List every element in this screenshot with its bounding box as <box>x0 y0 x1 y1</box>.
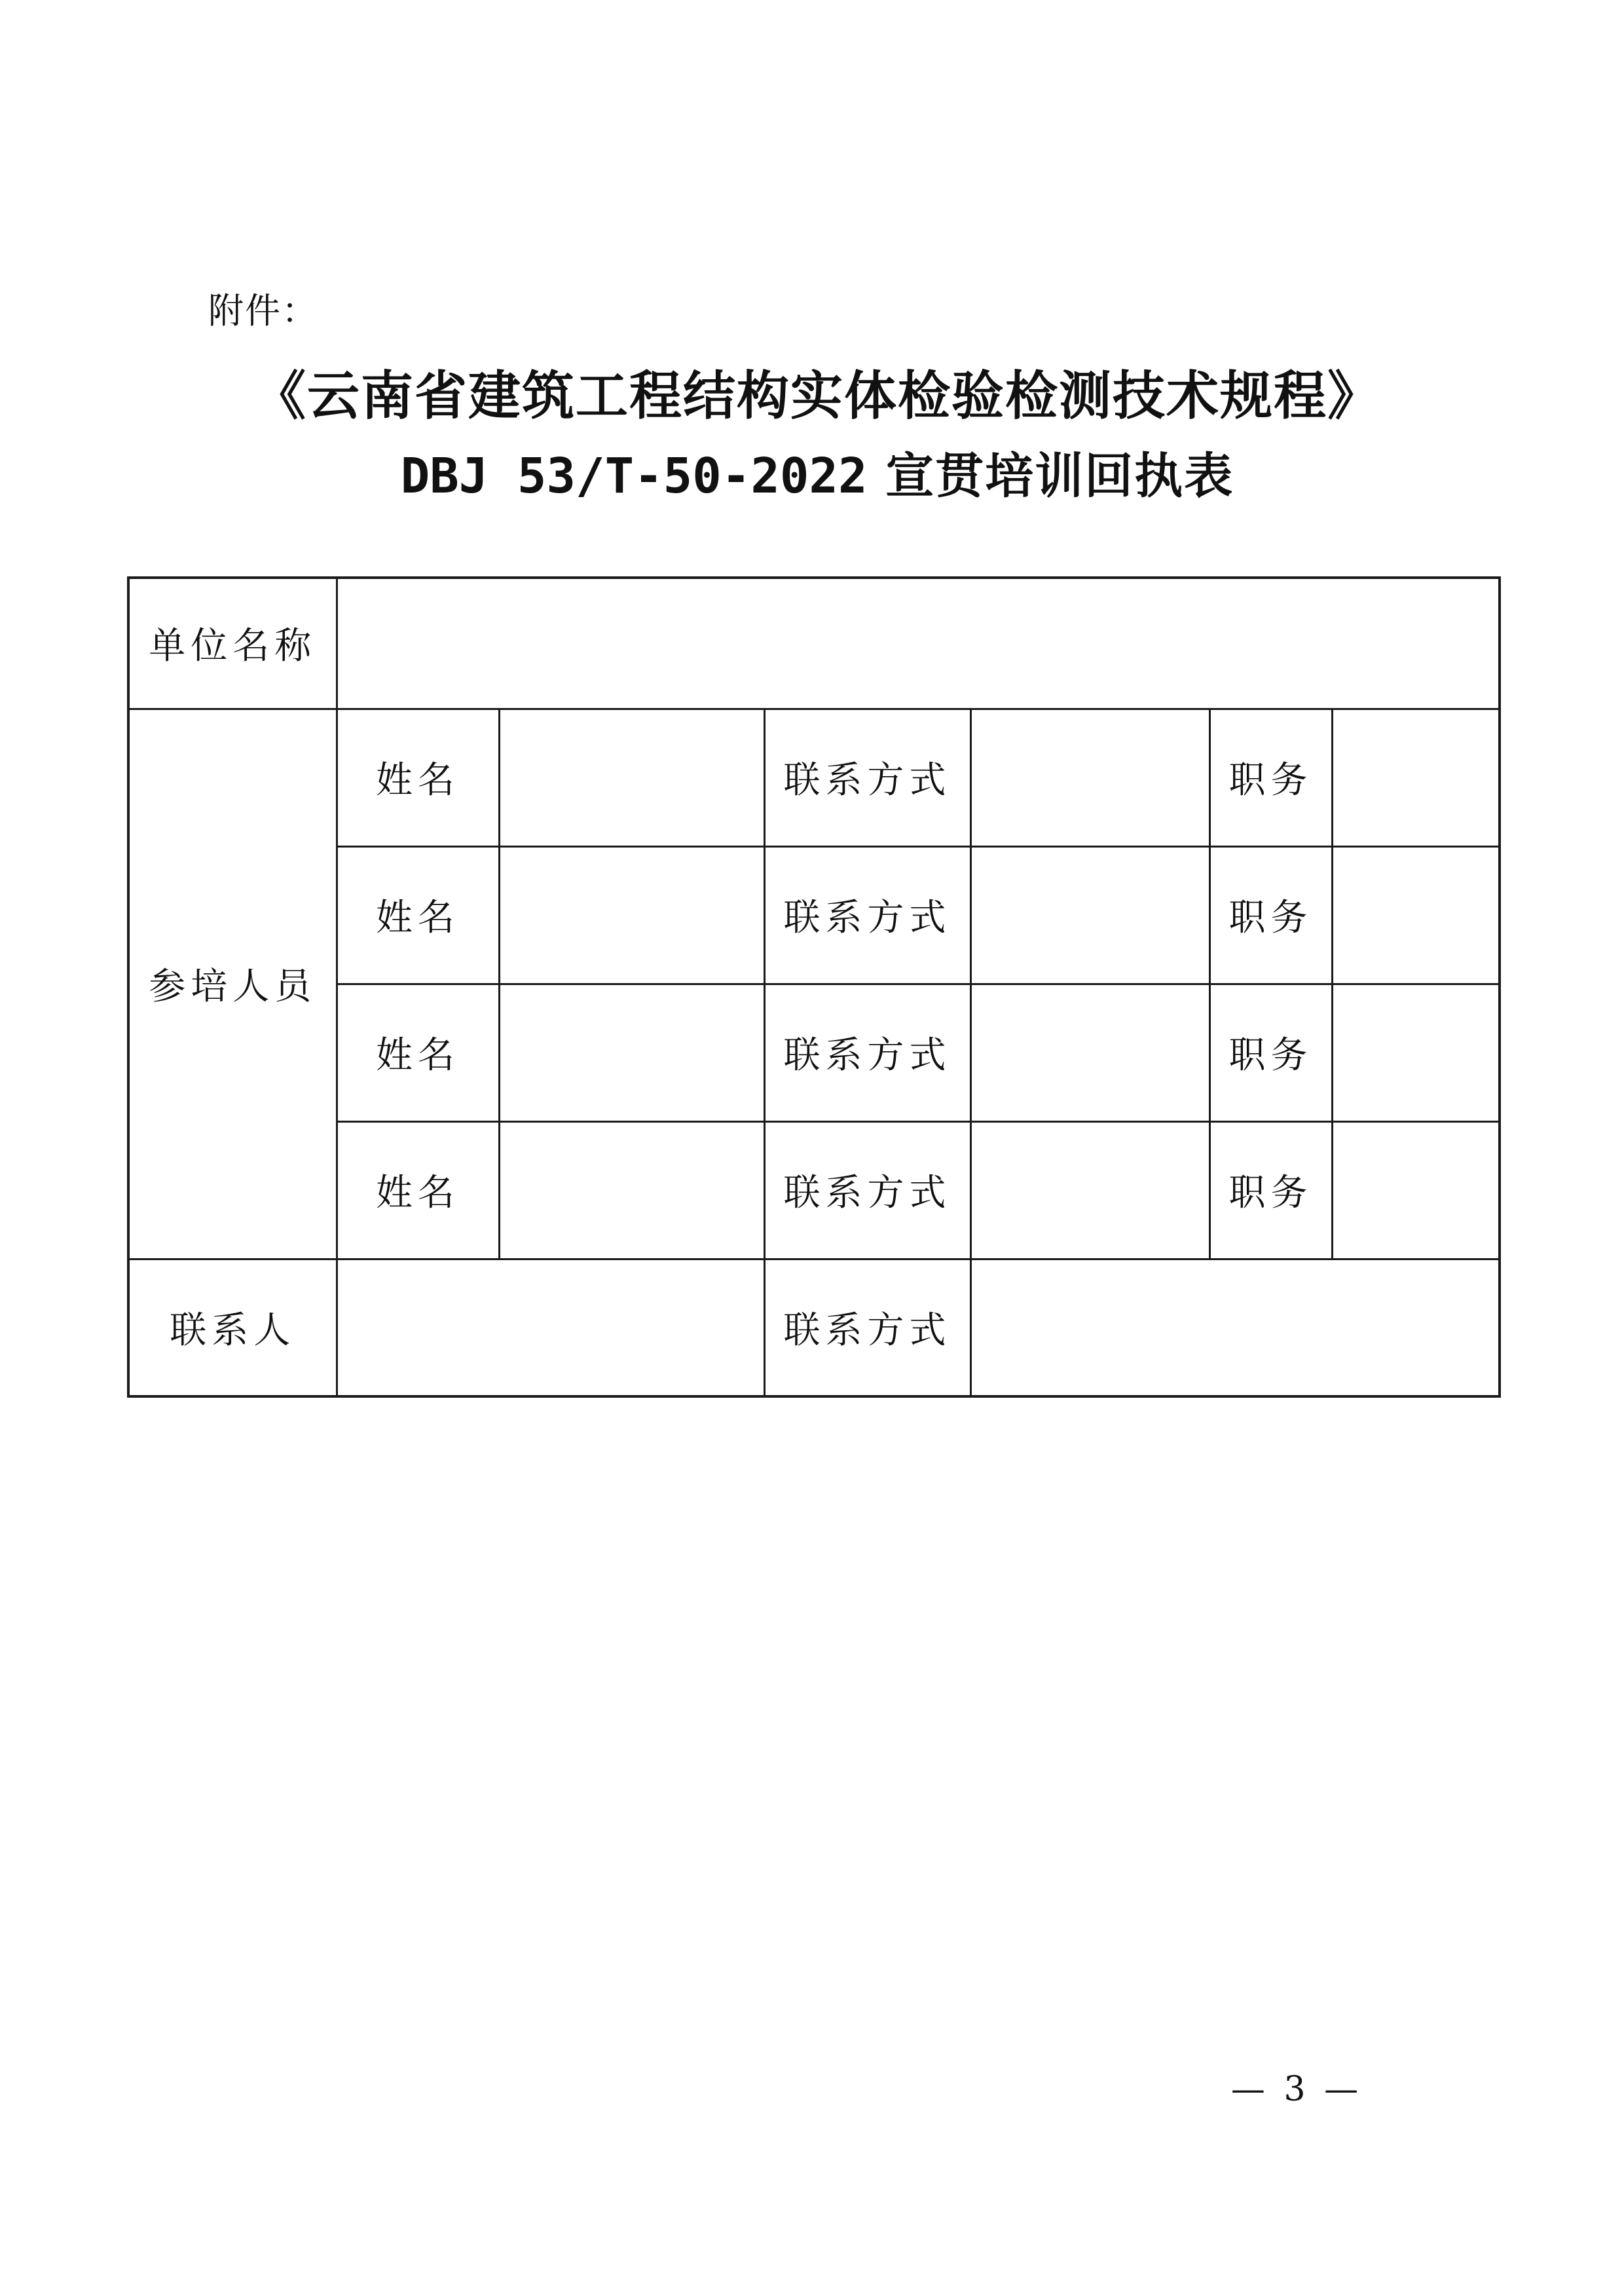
participant-contact-label: 联系方式 <box>764 709 970 846</box>
participant-name-label: 姓名 <box>337 1121 499 1259</box>
participant-position-label: 职务 <box>1209 984 1332 1121</box>
participant-contact-field[interactable] <box>970 984 1209 1121</box>
contact-person-field[interactable] <box>337 1259 764 1396</box>
contact-method-label: 联系方式 <box>764 1259 970 1396</box>
participant-position-label: 职务 <box>1209 846 1332 984</box>
subtitle-text: 宣贯培训回执表 <box>885 448 1234 504</box>
page-number: — 3 — <box>1230 2070 1363 2109</box>
participant-name-field[interactable] <box>499 1121 764 1259</box>
participants-label: 参培人员 <box>128 709 337 1259</box>
participant-position-field[interactable] <box>1332 846 1500 984</box>
participant-position-label: 职务 <box>1209 1121 1332 1259</box>
participant-name-label: 姓名 <box>337 984 499 1121</box>
participant-contact-field[interactable] <box>970 846 1209 984</box>
standard-code: DBJ 53/T-50-2022 <box>400 448 868 504</box>
participant-contact-label: 联系方式 <box>764 1121 970 1259</box>
participant-position-field[interactable] <box>1332 709 1500 846</box>
participant-position-field[interactable] <box>1332 984 1500 1121</box>
participant-contact-label: 联系方式 <box>764 984 970 1121</box>
participant-name-field[interactable] <box>499 709 764 846</box>
participant-contact-label: 联系方式 <box>764 846 970 984</box>
unit-name-field[interactable] <box>337 578 1500 709</box>
unit-name-row <box>128 578 1500 709</box>
participant-name-label: 姓名 <box>337 846 499 984</box>
participant-position-label: 职务 <box>1209 709 1332 846</box>
participant-name-label: 姓名 <box>337 709 499 846</box>
participant-row <box>128 709 1500 846</box>
participant-position-field[interactable] <box>1332 1121 1500 1259</box>
participant-contact-field[interactable] <box>970 709 1209 846</box>
participant-contact-field[interactable] <box>970 1121 1209 1259</box>
participant-name-field[interactable] <box>499 846 764 984</box>
contact-method-field[interactable] <box>970 1259 1500 1396</box>
unit-name-label: 单位名称 <box>128 578 337 709</box>
document-title: 《云南省建筑工程结构实体检验检测技术规程》 <box>253 365 1381 426</box>
contact-person-row <box>128 1259 1500 1396</box>
participant-name-field[interactable] <box>499 984 764 1121</box>
document-subtitle <box>241 438 1393 507</box>
contact-person-label: 联系人 <box>128 1259 337 1396</box>
attachment-label: 附件： <box>208 290 318 331</box>
receipt-form-table <box>127 576 1501 1398</box>
